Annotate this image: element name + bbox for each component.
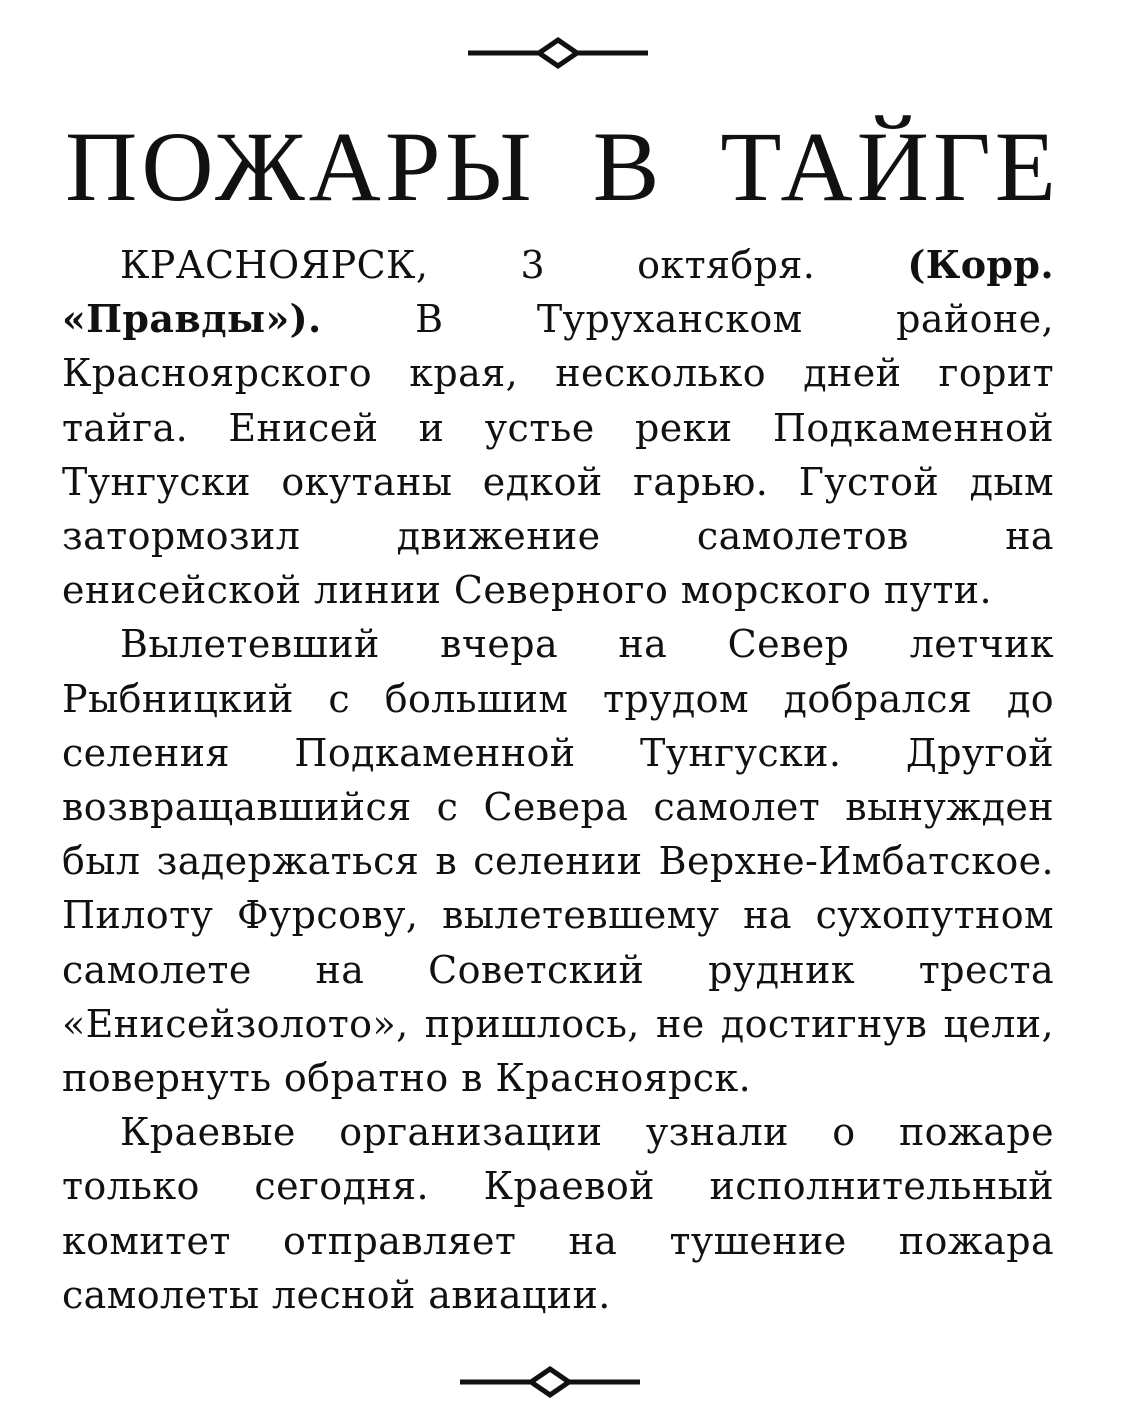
- article-paragraph-1: [62, 238, 1054, 617]
- paragraph-1-text: В Туруханском районе, Красноярского края, несколько дней горит тайга. Енисей и устье реки Подкаменной Тунгуски окутаны едкой гарью. Густой дым затормозил движение самолетов на енисейской линии Северного морского пути.: [62, 297, 1054, 613]
- dateline-date: 3 октября.: [520, 243, 816, 287]
- article-headline: ПОЖАРЫ В ТАЙГЕ: [65, 111, 1060, 222]
- top-diamond-ornament-icon: [0, 33, 1125, 73]
- article-paragraph-3: Краевые организации узнали о пожаре только сегодня. Краевой исполнительный комитет отправляет на тушение пожара самолеты лесной авиации.: [62, 1110, 1054, 1317]
- dateline-place: КРАСНОЯРСК,: [120, 243, 429, 287]
- bottom-diamond-ornament-icon: [0, 1362, 1125, 1402]
- article-paragraph-2: Вылетевший вчера на Север летчик Рыбницкий с большим трудом добрался до селения Подкаменной Тунгуски. Другой возвращавшийся с Севера самолет вынужден был задержаться в селении Верхне-Имбатское. Пилоту Фурсову, вылетевшему на сухопутном самолете на Советский рудник треста «Енисейзолото», пришлось, не достигнув цели, повернуть обратно в Красноярск.: [62, 622, 1054, 1101]
- dateline-source: (Корр. «Правды»).: [62, 242, 1055, 342]
- article-body: [62, 238, 1054, 1322]
